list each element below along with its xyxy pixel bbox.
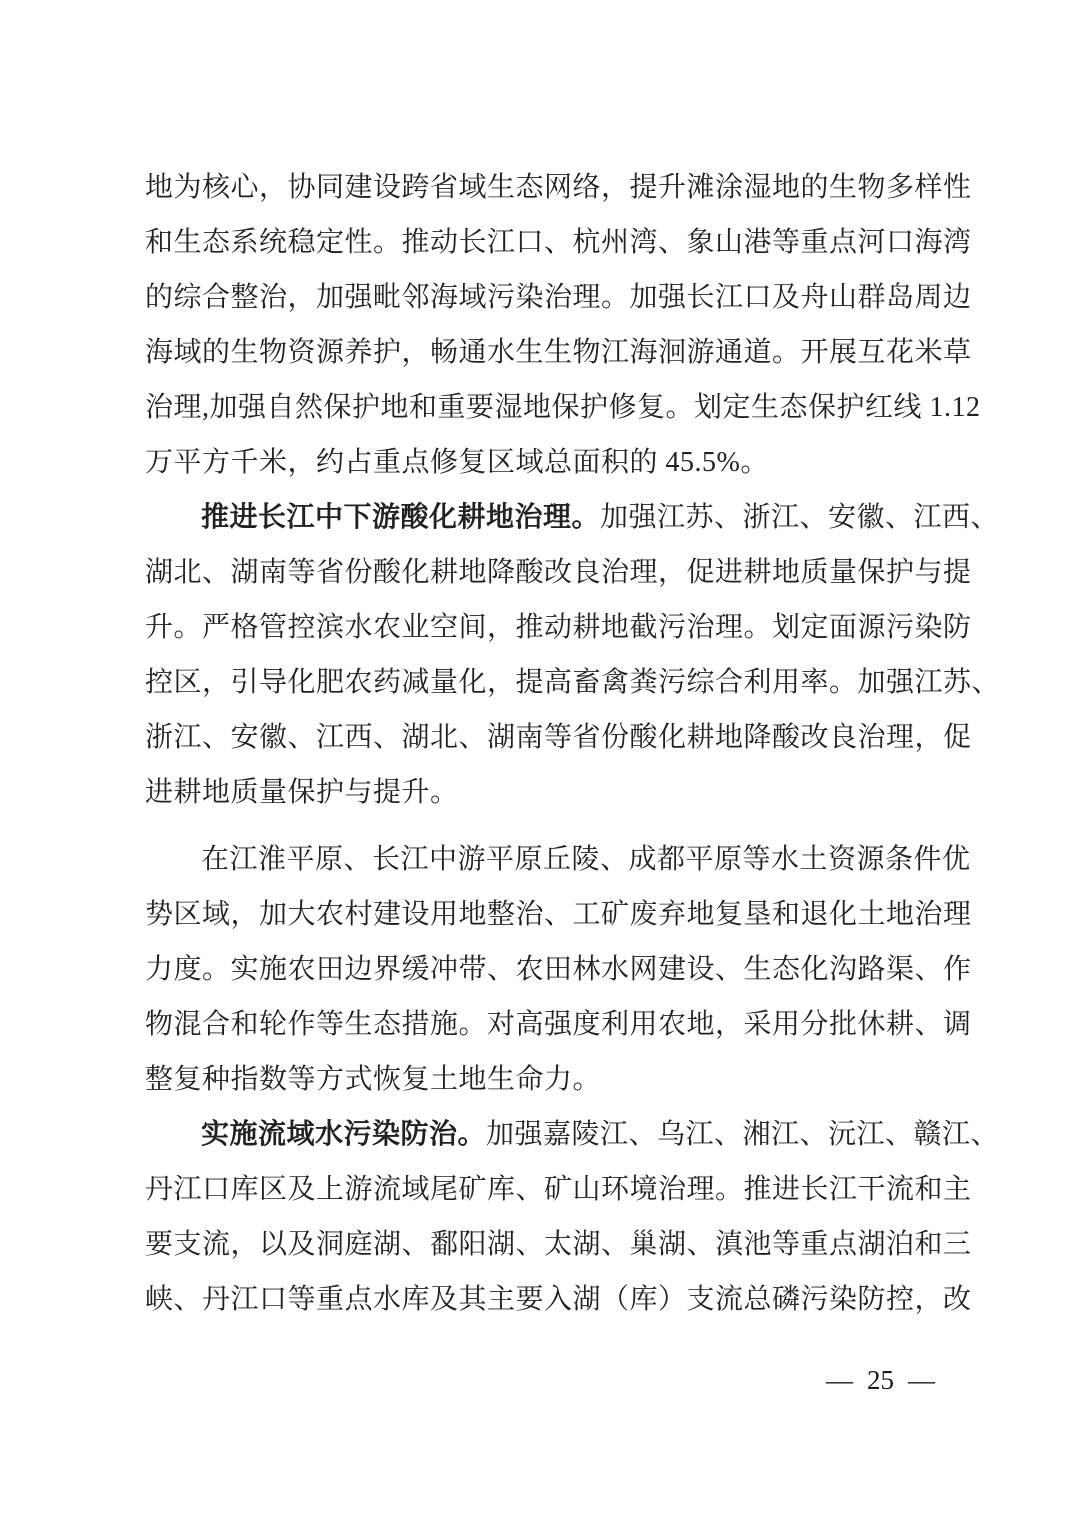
paragraph-3 [145, 832, 972, 1107]
text-line [145, 1052, 940, 1107]
body-text: 要支流，以及洞庭湖、鄱阳湖、太湖、巢湖、滇池等重点湖泊和三 [145, 1229, 972, 1260]
body-text: 海域的生物资源养护，畅通水生生物江海洄游通道。开展互花米草 [145, 337, 972, 368]
body-text: 和生态系统稳定性。推动长江口、杭州湾、象山港等重点河口海湾 [145, 227, 972, 258]
footer-dash-right: — [908, 1365, 935, 1395]
text-line [145, 545, 972, 600]
footer-dash-left: — [826, 1365, 853, 1395]
text-line [145, 600, 972, 655]
body-text: 物混合和轮作等生态措施。对高强度利用农地，采用分批休耕、调 [145, 1009, 972, 1040]
body-text: 进耕地质量保护与提升。 [145, 777, 459, 808]
body-text: 加强江苏、浙江、安徽、江西、 [600, 502, 1000, 533]
text-line [145, 1272, 972, 1327]
body-text: 浙江、安徽、江西、湖北、湖南等省份酸化耕地降酸改良治理，促 [145, 722, 972, 753]
text-line [145, 1217, 972, 1272]
body-text: 升。严格管控滨水农业空间，推动耕地截污治理。划定面源污染防 [145, 612, 972, 643]
body-text: 在江淮平原、长江中游平原丘陵、成都平原等水土资源条件优 [201, 844, 971, 875]
text-line [145, 832, 971, 887]
text-line [145, 942, 972, 997]
text-line [145, 160, 972, 215]
document-body [145, 160, 1001, 1327]
text-line [145, 435, 940, 490]
body-text: 峡、丹江口等重点水库及其主要入湖（库）支流总磷污染防控，改 [145, 1284, 972, 1315]
body-text: 整复种指数等方式恢复土地生命力。 [145, 1064, 602, 1095]
text-line [145, 325, 972, 380]
body-text: 治理,加强自然保护地和重要湿地保护修复。划定生态保护红线 1.12 [145, 392, 981, 423]
paragraph-4 [145, 1107, 1000, 1327]
text-line [145, 887, 972, 942]
body-text: 丹江口库区及上游流域尾矿库、矿山环境治理。推进长江干流和主 [145, 1174, 972, 1205]
body-text: 地为核心，协同建设跨省域生态网络，提升滩涂湿地的生物多样性 [145, 172, 972, 203]
page-number: 25 [867, 1365, 894, 1395]
body-text: 控区，引导化肥农药减量化，提高畜禽粪污综合利用率。加强江苏、 [145, 667, 1001, 698]
text-line [145, 765, 940, 820]
text-line [145, 1162, 972, 1217]
text-line [145, 1107, 1000, 1162]
body-text: 湖北、湖南等省份酸化耕地降酸改良治理，促进耕地质量保护与提 [145, 557, 972, 588]
text-line [145, 997, 972, 1052]
emphasis-text: 实施流域水污染防治。 [201, 1119, 487, 1150]
page-footer [826, 1360, 935, 1400]
text-line [145, 655, 1001, 710]
body-text: 力度。实施农田边界缓冲带、农田林水网建设、生态化沟路渠、作 [145, 954, 972, 985]
emphasis-text: 推进长江中下游酸化耕地治理。 [201, 502, 601, 533]
body-text: 的综合整治，加强毗邻海域污染治理。加强长江口及舟山群岛周边 [145, 282, 972, 313]
text-line [145, 270, 972, 325]
text-line [145, 380, 981, 435]
text-line [145, 490, 1000, 545]
body-text: 加强嘉陵江、乌江、湘江、沅江、赣江、 [486, 1119, 1000, 1150]
body-text: 万平方千米，约占重点修复区域总面积的 45.5%。 [145, 447, 769, 478]
text-line [145, 710, 972, 765]
paragraph-1 [145, 160, 981, 490]
text-line [145, 215, 972, 270]
body-text: 势区域，加大农村建设用地整治、工矿废弃地复垦和退化土地治理 [145, 899, 972, 930]
paragraph-2 [145, 490, 1001, 820]
